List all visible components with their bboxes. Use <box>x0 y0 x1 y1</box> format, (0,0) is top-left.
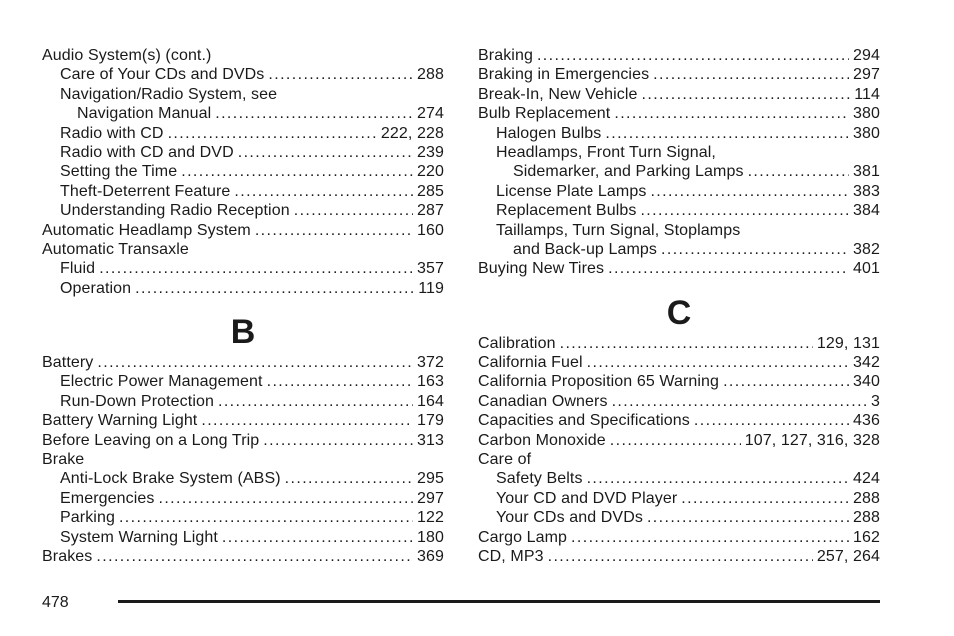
entry-page-ref: 342 <box>853 354 880 372</box>
entry-page-ref: 179 <box>417 412 444 430</box>
entry-page-ref: 257, 264 <box>816 547 880 565</box>
entry-page-ref: 163 <box>417 373 444 391</box>
index-entry <box>478 489 880 508</box>
entry-text: Braking in Emergencies <box>478 66 650 84</box>
index-entry <box>42 547 444 566</box>
entry-page-ref: 382 <box>853 240 880 258</box>
dot-leader <box>614 104 849 123</box>
entry-page-ref: 401 <box>853 260 880 278</box>
dot-leader <box>268 65 413 84</box>
index-entry <box>478 124 880 143</box>
entry-page-ref: 3 <box>871 392 880 410</box>
entry-text: Bulb Replacement <box>478 105 611 123</box>
index-entry <box>478 547 880 566</box>
dot-leader <box>99 259 413 278</box>
index-entry <box>42 353 444 372</box>
dot-leader <box>218 392 413 411</box>
dot-leader <box>560 334 813 353</box>
index-entry <box>42 489 444 508</box>
entry-page-ref: 122 <box>417 509 444 527</box>
entry-page-ref: 357 <box>417 260 444 278</box>
dot-leader <box>119 508 413 527</box>
entry-text: Run-Down Protection <box>60 392 214 410</box>
entry-page-ref: 380 <box>853 124 880 142</box>
dot-leader <box>548 547 813 566</box>
entry-text: Braking <box>478 47 533 64</box>
index-entry <box>42 182 444 201</box>
section-letter-b: B <box>230 313 256 352</box>
section-letter-c: C <box>666 293 692 332</box>
entry-text: Automatic Headlamp System <box>42 221 251 239</box>
entry-text: Emergencies <box>60 489 155 507</box>
index-entry <box>42 162 444 181</box>
entry-text: Break-In, New Vehicle <box>478 85 638 103</box>
index-entry <box>42 124 444 143</box>
dot-leader <box>181 162 413 181</box>
entry-text: Parking <box>60 509 115 527</box>
entry-page-ref: 288 <box>853 489 880 507</box>
footer-rule <box>118 600 880 603</box>
dot-leader <box>97 353 413 372</box>
entry-text: Taillamps, Turn Signal, Stoplamps <box>496 221 741 239</box>
entry-text: California Fuel <box>478 354 583 372</box>
entry-page-ref: 381 <box>853 163 880 181</box>
entry-page-ref: 384 <box>853 202 880 220</box>
dot-leader <box>96 547 413 566</box>
dot-leader <box>587 353 849 372</box>
entry-text: Canadian Owners <box>478 392 608 410</box>
index-entry <box>478 431 880 450</box>
entry-text: Cargo Lamp <box>478 528 568 546</box>
index-entry <box>478 104 880 123</box>
entry-text: Calibration <box>478 334 556 352</box>
entry-page-ref: 436 <box>853 412 880 430</box>
dot-leader <box>723 372 849 391</box>
entry-page-ref: 313 <box>417 431 444 449</box>
entry-page-ref: 160 <box>417 221 444 239</box>
entry-page-ref: 297 <box>853 66 880 84</box>
page-number: 478 <box>42 594 69 611</box>
index-entry <box>42 221 444 240</box>
entry-text: Buying New Tires <box>478 260 605 278</box>
entry-page-ref: 119 <box>418 279 444 297</box>
index-entry <box>478 469 880 488</box>
entry-text: California Proposition 65 Warning <box>478 373 720 391</box>
entry-text: Sidemarker, and Parking Lamps <box>513 163 744 181</box>
entry-page-ref: 164 <box>417 392 444 410</box>
entry-text: Anti-Lock Brake System (ABS) <box>60 470 281 488</box>
entry-page-ref: 383 <box>853 182 880 200</box>
entry-text: Halogen Bulbs <box>496 124 602 142</box>
index-entry <box>478 528 880 547</box>
entry-page-ref: 220 <box>417 163 444 181</box>
index-entry <box>478 372 880 391</box>
index-entry <box>478 143 880 162</box>
entry-text: Before Leaving on a Long Trip <box>42 431 260 449</box>
dot-leader <box>238 143 413 162</box>
entry-page-ref: 424 <box>853 470 880 488</box>
dot-leader <box>694 411 849 430</box>
index-entry <box>478 221 880 240</box>
index-entry <box>478 46 880 65</box>
entry-text: Electric Power Management <box>60 373 263 391</box>
index-entry <box>478 65 880 84</box>
dot-leader <box>681 489 849 508</box>
index-entry <box>478 259 880 278</box>
entry-text: Radio with CD <box>60 124 164 142</box>
dot-leader <box>661 240 849 259</box>
entry-page-ref: 288 <box>853 509 880 527</box>
index-entry <box>42 431 444 450</box>
dot-leader <box>748 162 849 181</box>
entry-text: Operation <box>60 279 132 297</box>
entry-text: Your CDs and DVDs <box>496 509 643 527</box>
index-entry <box>42 143 444 162</box>
dot-leader <box>610 431 741 450</box>
dot-leader <box>267 372 413 391</box>
entry-text: Battery Warning Light <box>42 412 198 430</box>
index-entry <box>478 450 880 469</box>
index-entry <box>478 411 880 430</box>
entry-text: Headlamps, Front Turn Signal, <box>496 143 716 161</box>
entry-text: Carbon Monoxide <box>478 431 606 449</box>
entry-text: Navigation/Radio System, see <box>60 85 278 103</box>
dot-leader <box>168 124 377 143</box>
index-entry <box>42 279 444 298</box>
entry-text: and Back-up Lamps <box>513 240 658 258</box>
dot-leader <box>222 528 413 547</box>
index-entry <box>42 528 444 547</box>
entry-text: Brake <box>42 451 85 469</box>
index-entry <box>42 392 444 411</box>
index-entry <box>42 104 444 123</box>
dot-leader <box>294 201 413 220</box>
dot-leader <box>263 431 413 450</box>
index-entry <box>478 334 880 353</box>
index-entry <box>478 85 880 104</box>
dot-leader <box>608 259 849 278</box>
entry-page-ref: 380 <box>853 105 880 123</box>
entry-page-ref: 372 <box>417 354 444 372</box>
entry-text: Theft-Deterrent Feature <box>60 182 231 200</box>
entry-page-ref: 239 <box>417 143 444 161</box>
entry-text: Automatic Transaxle <box>42 240 189 258</box>
entry-text: Care of Your CDs and DVDs <box>60 66 265 84</box>
entry-text: Brakes <box>42 547 93 565</box>
entry-page-ref: 288 <box>417 66 444 84</box>
entry-page-ref: 114 <box>854 85 880 103</box>
index-entry <box>42 46 444 65</box>
entry-page-ref: 107, 127, 316, 328 <box>744 431 880 449</box>
dot-leader <box>201 411 413 430</box>
entry-page-ref: 129, 131 <box>816 334 880 352</box>
entry-text: Capacities and Specifications <box>478 412 690 430</box>
entry-text: Safety Belts <box>496 470 583 488</box>
dot-leader <box>653 65 849 84</box>
entry-page-ref: 287 <box>417 202 444 220</box>
index-entry <box>42 85 444 104</box>
dot-leader <box>650 182 849 201</box>
dot-leader <box>612 392 867 411</box>
index-entry <box>478 353 880 372</box>
dot-leader <box>537 46 849 65</box>
entry-text: Replacement Bulbs <box>496 202 637 220</box>
dot-leader <box>587 469 849 488</box>
index-entry <box>478 392 880 411</box>
entry-page-ref: 297 <box>417 489 444 507</box>
entry-text: Understanding Radio Reception <box>60 202 290 220</box>
entry-page-ref: 162 <box>853 528 880 546</box>
entry-text: Your CD and DVD Player <box>496 489 678 507</box>
dot-leader <box>647 508 849 527</box>
entry-page-ref: 294 <box>853 47 880 64</box>
entry-text: CD, MP3 <box>478 547 544 565</box>
entry-text: System Warning Light <box>60 528 218 546</box>
entry-text: Navigation Manual <box>77 105 212 123</box>
entry-text: Care of <box>478 451 532 469</box>
dot-leader <box>605 124 849 143</box>
index-entry <box>42 201 444 220</box>
index-entry <box>42 450 444 469</box>
index-entry <box>42 372 444 391</box>
entry-text: Setting the Time <box>60 163 178 181</box>
index-entry <box>478 201 880 220</box>
dot-leader <box>640 201 849 220</box>
dot-leader <box>135 279 414 298</box>
index-entry <box>478 162 880 181</box>
dot-leader <box>234 182 413 201</box>
index-entry <box>42 411 444 430</box>
index-entry <box>42 259 444 278</box>
index-entry <box>42 508 444 527</box>
index-column-left <box>42 46 444 566</box>
dot-leader <box>255 221 413 240</box>
dot-leader <box>285 469 413 488</box>
index-entry <box>42 240 444 259</box>
entry-text: Battery <box>42 354 94 372</box>
entry-text: Radio with CD and DVD <box>60 143 234 161</box>
entry-page-ref: 180 <box>417 528 444 546</box>
dot-leader <box>158 489 413 508</box>
index-entry <box>478 240 880 259</box>
index-column-right <box>478 46 880 566</box>
index-entry <box>478 508 880 527</box>
entry-text: Audio System(s) (cont.) <box>42 47 212 64</box>
entry-page-ref: 285 <box>417 182 444 200</box>
entry-page-ref: 274 <box>417 105 444 123</box>
entry-page-ref: 340 <box>853 373 880 391</box>
index-entry <box>478 182 880 201</box>
entry-page-ref: 222, 228 <box>380 124 444 142</box>
dot-leader <box>642 85 851 104</box>
index-entry <box>42 65 444 84</box>
dot-leader <box>571 528 849 547</box>
dot-leader <box>215 104 413 123</box>
entry-text: Fluid <box>60 260 96 278</box>
index-entry <box>42 469 444 488</box>
entry-text: License Plate Lamps <box>496 182 647 200</box>
entry-page-ref: 295 <box>417 470 444 488</box>
entry-page-ref: 369 <box>417 547 444 565</box>
